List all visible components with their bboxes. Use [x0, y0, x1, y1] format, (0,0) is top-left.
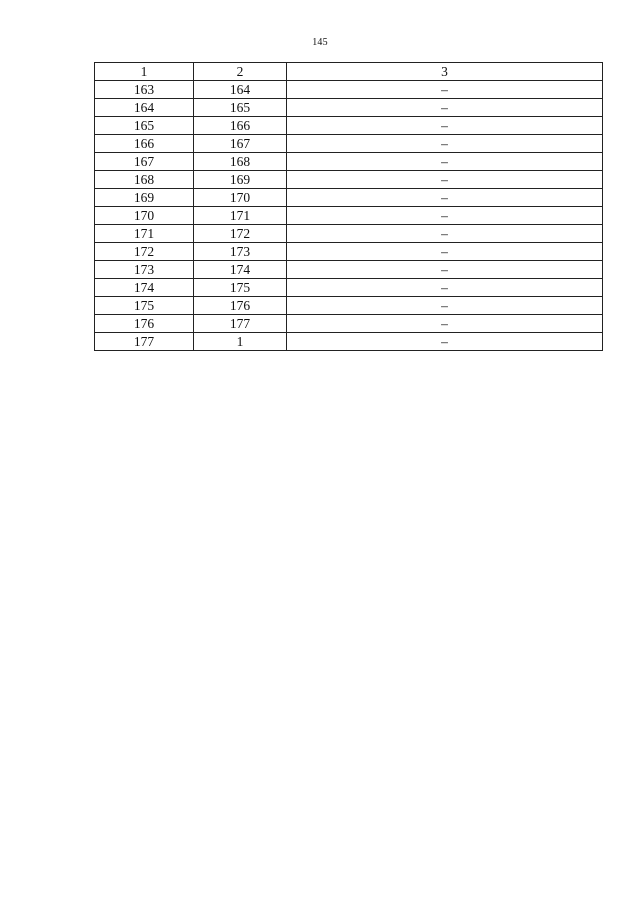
table-cell: 176 — [95, 315, 194, 333]
table-row — [95, 315, 603, 333]
table-row — [95, 171, 603, 189]
page-number: 145 — [312, 37, 328, 48]
data-table — [94, 62, 603, 351]
table-cell: – — [287, 243, 603, 261]
table-cell: – — [287, 261, 603, 279]
table-cell: 172 — [194, 225, 287, 243]
table-cell: 1 — [194, 333, 287, 351]
table-row — [95, 153, 603, 171]
table-cell: 173 — [95, 261, 194, 279]
table-cell: – — [287, 81, 603, 99]
table-cell: – — [287, 333, 603, 351]
table-cell: 169 — [95, 189, 194, 207]
column-header: 3 — [287, 63, 603, 81]
table-row — [95, 297, 603, 315]
table-cell: – — [287, 189, 603, 207]
table-cell: 164 — [194, 81, 287, 99]
table-cell: 166 — [194, 117, 287, 135]
table-cell: 170 — [194, 189, 287, 207]
table-cell: – — [287, 297, 603, 315]
table-cell: – — [287, 279, 603, 297]
table-cell: – — [287, 117, 603, 135]
table-cell: 166 — [95, 135, 194, 153]
table-cell: – — [287, 315, 603, 333]
table-row — [95, 225, 603, 243]
table-cell: 165 — [95, 117, 194, 135]
table-row — [95, 279, 603, 297]
table-cell: 168 — [95, 171, 194, 189]
table-cell: – — [287, 99, 603, 117]
table-row — [95, 81, 603, 99]
table-row — [95, 135, 603, 153]
table-cell: 163 — [95, 81, 194, 99]
table-row — [95, 207, 603, 225]
table-cell: 165 — [194, 99, 287, 117]
table-cell: 168 — [194, 153, 287, 171]
table-cell: – — [287, 171, 603, 189]
table-cell: – — [287, 207, 603, 225]
table-header-row — [95, 63, 603, 81]
table-cell: 164 — [95, 99, 194, 117]
table-cell: 173 — [194, 243, 287, 261]
table-row — [95, 117, 603, 135]
table-cell: 167 — [194, 135, 287, 153]
table-cell: 177 — [194, 315, 287, 333]
table-cell: – — [287, 225, 603, 243]
table-cell: 175 — [194, 279, 287, 297]
column-header: 1 — [95, 63, 194, 81]
table-cell: 172 — [95, 243, 194, 261]
table-cell: 167 — [95, 153, 194, 171]
table-cell: 170 — [95, 207, 194, 225]
table-cell: 169 — [194, 171, 287, 189]
table-row — [95, 189, 603, 207]
table-cell: 171 — [194, 207, 287, 225]
table-cell: 171 — [95, 225, 194, 243]
table-row — [95, 243, 603, 261]
table-cell: 174 — [194, 261, 287, 279]
table-row — [95, 261, 603, 279]
table-cell: 176 — [194, 297, 287, 315]
table-row — [95, 99, 603, 117]
column-header: 2 — [194, 63, 287, 81]
table-cell: 174 — [95, 279, 194, 297]
table-cell: – — [287, 153, 603, 171]
table-row — [95, 333, 603, 351]
table-cell: 177 — [95, 333, 194, 351]
table-cell: – — [287, 135, 603, 153]
table-cell: 175 — [95, 297, 194, 315]
